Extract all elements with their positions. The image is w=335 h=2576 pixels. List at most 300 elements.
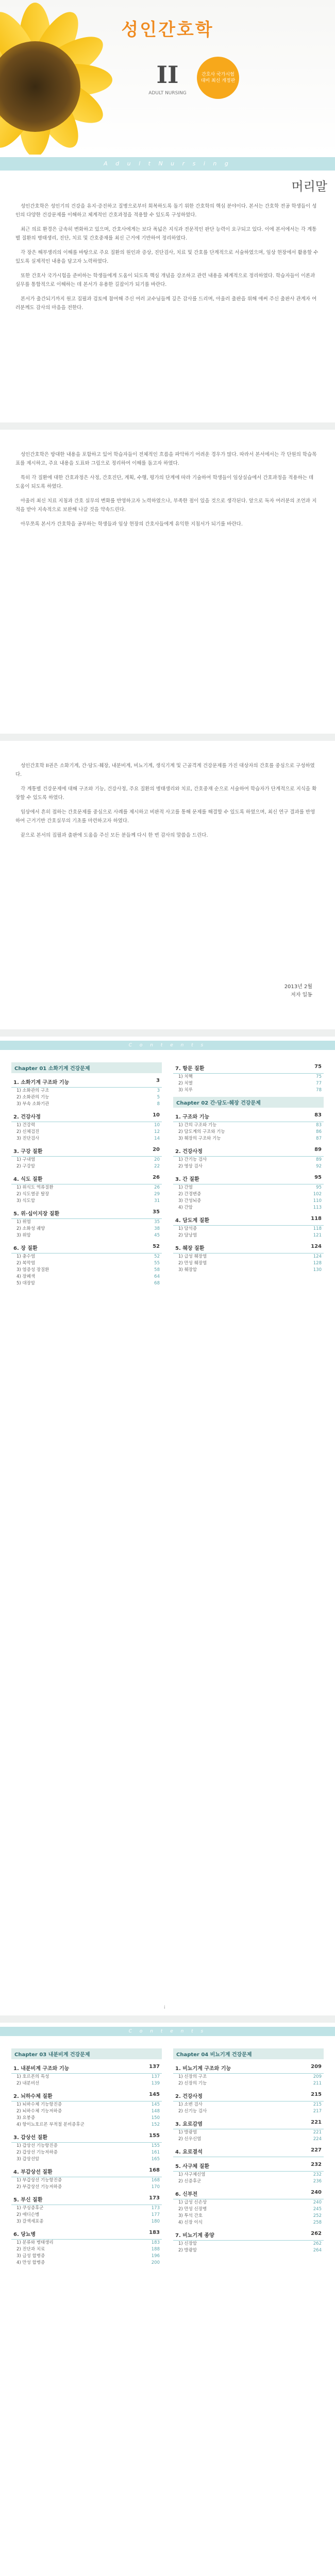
page-number: 217 <box>313 2109 322 2114</box>
entry-title: 2) 뇌하수체 기능저하증 <box>16 2109 62 2114</box>
chapter-entry <box>11 2062 162 2074</box>
entry-title: 1) 호르몬의 특성 <box>16 2074 49 2079</box>
section-entry <box>173 2241 324 2247</box>
section-entry <box>173 1074 324 1080</box>
entry-title: 1) 간의 구조와 기능 <box>178 1123 217 1128</box>
page-number: 12 <box>154 1129 160 1134</box>
section-entry <box>11 2205 162 2212</box>
entry-title: 6. 신부전 <box>175 2192 198 2197</box>
section-entry <box>11 1094 162 1101</box>
page-number: 10 <box>154 1123 160 1128</box>
entry-title: 3) 식도암 <box>16 1198 36 1204</box>
section-entry <box>11 1136 162 1142</box>
preface-text-2 <box>15 450 320 534</box>
entry-title: 2) 복막염 <box>16 1261 36 1266</box>
page-number: 215 <box>313 2102 322 2107</box>
entry-title: 4) 만성 합병증 <box>16 2260 45 2265</box>
page-number: 211 <box>313 2081 322 2086</box>
entry-title: 2) 신기능 검사 <box>178 2109 207 2114</box>
entry-title: 1) 부갑상선 기능항진증 <box>16 2178 62 2183</box>
entry-title: 3) 염증성 장질환 <box>16 1267 49 1273</box>
entry-title: 1) 급성 신손상 <box>178 2200 207 2205</box>
page-number: 137 <box>151 2074 160 2079</box>
page-number: 137 <box>149 2064 160 2070</box>
chapter-entry <box>173 1145 324 1157</box>
page-number: 215 <box>311 2092 322 2097</box>
chapter-entry <box>173 2160 324 2172</box>
title-band: A d u l t N u r s i n g <box>0 157 335 171</box>
section-entry <box>11 1253 162 1260</box>
entry-title: 5. 췌장 질환 <box>175 1246 205 1251</box>
entry-title: 1) 충수염 <box>16 1254 36 1259</box>
page-number: 52 <box>153 1244 160 1249</box>
page-number: 75 <box>316 1074 322 1079</box>
page-number: 52 <box>154 1254 160 1259</box>
entry-title: 3) 췌장의 구조와 기능 <box>178 1136 221 1141</box>
part-heading: Chapter 03 내분비계 건강문제 <box>11 2048 162 2059</box>
entry-title: 2) 애디슨병 <box>16 2212 40 2217</box>
signature-date: 2013년 2월 <box>284 984 312 990</box>
section-entry <box>11 1157 162 1163</box>
page-number: 224 <box>313 2137 322 2142</box>
page-number: 75 <box>314 1064 322 1070</box>
section-entry <box>11 1232 162 1239</box>
page-number: 245 <box>313 2207 322 2212</box>
entry-title: 2) 식도열공 탈장 <box>16 1192 49 1197</box>
page-number: 183 <box>149 2230 160 2235</box>
entry-title: 2) 담낭염 <box>178 1233 197 1238</box>
section-entry <box>173 1253 324 1260</box>
entry-title: 5. 위·십이지장 질환 <box>13 1211 60 1217</box>
chapter-entry <box>11 2228 162 2240</box>
chapter-entry <box>11 2166 162 2177</box>
part-heading: Chapter 01 소화기계 건강문제 <box>11 1062 162 1073</box>
entry-title: 3) 투석 간호 <box>178 2213 203 2218</box>
entry-title: 2) 신체검진 <box>16 1129 40 1134</box>
page-number: 8 <box>157 1101 160 1107</box>
preface-page-2 <box>0 430 335 734</box>
page-number: 139 <box>151 2081 160 2086</box>
chapter-entry <box>173 1062 324 1074</box>
page-number: 78 <box>316 1088 322 1093</box>
page-number: 258 <box>313 2220 322 2225</box>
entry-title: 4) 항이뇨호르몬 부적절 분비증후군 <box>16 2122 85 2127</box>
chapter-entry <box>11 1111 162 1122</box>
page-number: 14 <box>154 1136 160 1141</box>
section-entry <box>173 1184 324 1191</box>
page-number: 232 <box>311 2162 322 2167</box>
page-number: 232 <box>313 2172 322 2177</box>
chapter-entry <box>173 2188 324 2199</box>
chapter-entry <box>11 1173 162 1184</box>
page-number: 145 <box>151 2102 160 2107</box>
section-entry <box>173 1226 324 1232</box>
entry-title: 2) 부갑상선 기능저하증 <box>16 2184 62 2190</box>
cover-page <box>0 0 335 422</box>
entry-title: 3. 요로감염 <box>175 2122 203 2127</box>
page-number: 83 <box>316 1123 322 1128</box>
section-entry <box>11 2156 162 2163</box>
section-entry <box>11 2212 162 2218</box>
entry-title: 1. 구조와 기능 <box>175 1114 210 1120</box>
chapter-entry <box>11 1145 162 1157</box>
section-entry <box>11 2108 162 2115</box>
page-number: 92 <box>316 1164 322 1169</box>
entry-title: 1) 소변 검사 <box>178 2102 203 2107</box>
page-number: 10 <box>153 1112 160 1118</box>
section-entry <box>173 1232 324 1239</box>
section-entry <box>173 2247 324 2254</box>
page-number: 58 <box>154 1267 160 1273</box>
preface-text-3 <box>15 761 320 845</box>
paragraph: 성인간호학은 방대한 내용을 포함하고 있어 학습자들이 전체적인 흐름을 파악하기 어려운 경우가 많다. 따라서 본서에서는 각 단원의 학습목표를 제시하고, 주요 내용을 도표와 그림으로 정리하여 이해를 돕고자 하였다. <box>15 452 317 466</box>
page-number: 173 <box>151 2206 160 2211</box>
contents-column-right <box>173 2045 324 2254</box>
section-entry <box>11 1191 162 1198</box>
page-number: 110 <box>313 1198 322 1204</box>
section-entry <box>173 1198 324 1205</box>
paragraph: 임상에서 흔히 접하는 간호문제를 중심으로 사례를 제시하고 비판적 사고를 통해 문제를 해결할 수 있도록 하였으며, 최신 연구 결과를 반영하여 근거기반 간호실무의 기초를 마련하고자 하였다. <box>15 809 315 824</box>
section-entry <box>11 1226 162 1232</box>
entry-title: 1. 내분비계 구조와 기능 <box>13 2066 70 2072</box>
section-entry <box>173 2213 324 2219</box>
entry-title: 2. 건강사정 <box>13 1114 41 1120</box>
page-number: 165 <box>151 2157 160 2162</box>
entry-title: 1) 치핵 <box>178 1074 193 1079</box>
page-number: 155 <box>149 2133 160 2139</box>
section-entry <box>173 1163 324 1170</box>
section-entry <box>11 2177 162 2184</box>
page-number: 31 <box>154 1198 160 1204</box>
page-number: 102 <box>313 1192 322 1197</box>
entry-title: 7. 비뇨기계 종양 <box>175 2233 214 2239</box>
section-entry <box>11 2102 162 2108</box>
section-entry <box>11 1274 162 1280</box>
entry-title: 3) 갈색세포종 <box>16 2219 44 2224</box>
entry-title: 2) 갑상선 기능저하증 <box>16 2150 58 2155</box>
page-number: 236 <box>313 2179 322 2184</box>
page-number: 145 <box>149 2092 160 2097</box>
entry-title: 3) 요붕증 <box>16 2115 36 2121</box>
entry-title: 1) 담석증 <box>178 1226 197 1231</box>
section-entry <box>11 1267 162 1274</box>
section-entry <box>173 2080 324 2087</box>
section-entry <box>11 1163 162 1170</box>
page-number: 150 <box>151 2115 160 2121</box>
section-entry <box>173 1129 324 1136</box>
section-entry <box>173 2206 324 2213</box>
contents-column-right <box>173 1059 324 1274</box>
entry-title: 1) 사구체신염 <box>178 2172 206 2177</box>
entry-title: 3) 진단검사 <box>16 1136 40 1141</box>
entry-title: 5. 부신 질환 <box>13 2197 43 2203</box>
section-entry <box>11 2122 162 2128</box>
entry-title: 4. 부갑상선 질환 <box>13 2170 53 2175</box>
entry-title: 2) 소화성 궤양 <box>16 1226 45 1231</box>
entry-title: 4. 요로결석 <box>175 2149 203 2155</box>
entry-title: 1. 비뇨기계 구조와 기능 <box>175 2066 231 2072</box>
entry-title: 1) 간기능 검사 <box>178 1157 207 1162</box>
signature <box>284 983 312 999</box>
section-entry <box>11 2074 162 2080</box>
page-number: 20 <box>154 1157 160 1162</box>
page-number: 161 <box>151 2150 160 2155</box>
paragraph: 최근 의료 환경은 급속히 변화하고 있으며, 간호사에게는 보다 폭넓은 지식과 전문적인 판단 능력이 요구되고 있다. 이에 본서에서는 각 계통별 질환의 병태생리, 진단, 치료 및 간호중재를 최신 근거에 기반하여 정리하였다. <box>15 227 317 241</box>
section-entry <box>11 2240 162 2246</box>
page-number: 83 <box>314 1112 322 1118</box>
section-entry <box>11 2253 162 2260</box>
page-number: 128 <box>313 1261 322 1266</box>
page-number: 77 <box>316 1081 322 1086</box>
page-number: 148 <box>151 2109 160 2114</box>
entry-title: 3. 갑상선 질환 <box>13 2135 48 2141</box>
entry-title: 4) 장폐색 <box>16 1274 36 1279</box>
chapter-entry <box>11 2131 162 2143</box>
section-entry <box>11 2143 162 2149</box>
entry-title: 5) 대장암 <box>16 1281 36 1286</box>
section-entry <box>11 1219 162 1226</box>
page-number: 221 <box>311 2120 322 2125</box>
entry-title: 2) 만성 췌장염 <box>178 1261 207 1266</box>
page-number: 188 <box>151 2247 160 2252</box>
entry-title: 6. 장 질환 <box>13 1246 38 1251</box>
page-number: 3 <box>156 1078 160 1083</box>
page-number: 262 <box>313 2241 322 2246</box>
entry-title: 1) 뇌하수체 기능항진증 <box>16 2102 62 2107</box>
section-entry <box>11 2260 162 2266</box>
entry-title: 1) 위염 <box>16 1219 31 1225</box>
entry-title: 3) 치루 <box>178 1088 193 1093</box>
page-number: 26 <box>153 1175 160 1180</box>
entry-title: 2) 내분비선 <box>16 2081 40 2086</box>
entry-title: 3) 위암 <box>16 1233 31 1238</box>
entry-title: 1) 방광염 <box>178 2130 197 2135</box>
chapter-entry <box>173 1214 324 1226</box>
chapter-entry <box>11 1242 162 1253</box>
page-number: 38 <box>154 1226 160 1231</box>
entry-title: 2) 신장의 기능 <box>178 2081 207 2086</box>
section-entry <box>173 2172 324 2178</box>
paragraph: 각 장은 해부생리의 이해를 바탕으로 주요 질환의 원인과 증상, 진단검사, 치료 및 간호를 단계적으로 서술하였으며, 임상 현장에서 활용할 수 있도록 실제적인 내용을 담고자 노력하였다. <box>15 250 319 264</box>
entry-title: 3) 췌장암 <box>178 1267 197 1273</box>
page-footer-number: i <box>164 2005 165 2010</box>
section-entry <box>173 2074 324 2080</box>
page-number: 87 <box>316 1136 322 1141</box>
entry-title: 4. 담도계 질환 <box>175 1218 210 1224</box>
section-entry <box>173 2102 324 2108</box>
volume-number: II <box>156 61 179 89</box>
entry-title: 1) 갑상선 기능항진증 <box>16 2143 58 2148</box>
section-entry <box>173 2178 324 2185</box>
section-entry <box>11 2246 162 2253</box>
section-entry <box>11 1280 162 1287</box>
contents-header: C o n t e n t s <box>0 2027 335 2036</box>
page-separator <box>0 2015 335 2023</box>
page-number: 35 <box>154 1219 160 1225</box>
section-entry <box>173 2199 324 2206</box>
entry-title: 2) 만성 신장병 <box>178 2207 207 2212</box>
section-entry <box>11 1129 162 1136</box>
entry-title: 2) 신우신염 <box>178 2137 202 2142</box>
section-entry <box>11 2080 162 2087</box>
page-number: 118 <box>311 1216 322 1222</box>
page-number: 68 <box>154 1281 160 1286</box>
book-title: 성인간호학 <box>121 20 214 40</box>
chapter-entry <box>173 2090 324 2102</box>
entry-title: 2) 신증후군 <box>178 2179 202 2184</box>
page-number: 124 <box>311 1244 322 1249</box>
entry-title: 1) 간염 <box>178 1185 193 1190</box>
contents-page <box>0 1037 335 2015</box>
page-number: 130 <box>313 1267 322 1273</box>
paragraph: 아무쪼록 본서가 간호학을 공부하는 학생들과 임상 현장의 간호사들에게 유익한 지침서가 되기를 바란다. <box>21 521 243 527</box>
page-number: 86 <box>316 1129 322 1134</box>
chapter-entry <box>11 1076 162 1088</box>
preface-page-3 <box>0 741 335 1029</box>
part-heading: Chapter 04 비뇨기계 건강문제 <box>173 2048 324 2059</box>
paragraph: 특히 각 질환에 대한 간호과정은 사정, 간호진단, 계획, 수행, 평가의 단계에 따라 기술하여 학생들이 임상실습에서 간호과정을 적용하는 데 도움이 되도록 하였다. <box>15 475 314 489</box>
promo-bubble: 간호사 국가시험 대비 최신 개정판 <box>197 57 239 99</box>
entry-title: 5. 사구체 질환 <box>175 2164 210 2170</box>
page-number: 124 <box>313 1254 322 1259</box>
paragraph: 성인간호학은 성인기의 건강을 유지·증진하고 질병으로부터 회복하도록 돕기 위한 간호학의 핵심 분야이다. 본서는 간호학 전공 학생들이 성인의 다양한 건강문제를 이해하고 체계적인 간호과정을 적용할 수 있도록 구성하였다. <box>15 204 317 218</box>
entry-title: 1. 소화기계 구조와 기능 <box>13 1080 70 1086</box>
entry-title: 1) 위식도 역류질환 <box>16 1185 54 1190</box>
page-number: 20 <box>153 1147 160 1153</box>
entry-title: 1) 소화관의 구조 <box>16 1088 49 1093</box>
chapter-entry <box>11 2090 162 2102</box>
section-entry <box>173 1087 324 1094</box>
entry-title: 2) 구강암 <box>16 1164 36 1169</box>
entry-title: 1) 급성 췌장염 <box>178 1254 207 1259</box>
page-number: 118 <box>313 1226 322 1231</box>
page-number: 64 <box>154 1274 160 1279</box>
entry-title: 2. 뇌하수체 질환 <box>13 2094 53 2099</box>
entry-title: 3. 간 질환 <box>175 1177 199 1182</box>
entry-title: 3) 갑상선암 <box>16 2157 40 2162</box>
chapter-entry <box>173 2062 324 2074</box>
entry-title: 2. 건강사정 <box>175 1149 203 1155</box>
entry-title: 2. 건강사정 <box>175 2094 203 2099</box>
section-entry <box>173 2108 324 2115</box>
entry-title: 1) 분류와 병태생리 <box>16 2240 54 2245</box>
entry-title: 3) 부속 소화기관 <box>16 1101 49 1107</box>
section-entry <box>173 1080 324 1087</box>
section-entry <box>11 2115 162 2122</box>
entry-title: 1) 건강력 <box>16 1123 36 1128</box>
page-number: 113 <box>313 1205 322 1210</box>
paragraph: 본서가 출간되기까지 원고 집필과 검토에 참여해 주신 여러 교수님들께 깊은 감사를 드리며, 아울러 출판을 위해 애써 주신 출판사 관계자 여러분께도 감사의 마음을 전한다. <box>15 296 317 311</box>
chapter-entry <box>173 1242 324 1253</box>
entry-title: 2) 영상 검사 <box>178 1164 203 1169</box>
section-entry <box>11 1101 162 1108</box>
preface-text-1 <box>15 202 320 318</box>
entry-title: 1) 쿠싱증후군 <box>16 2206 44 2211</box>
page-number: 35 <box>153 1209 160 1215</box>
part-heading: Chapter 02 간·담도·췌장 건강문제 <box>173 1097 324 1108</box>
page-number: 209 <box>313 2074 322 2079</box>
chapter-entry <box>173 2118 324 2129</box>
section-entry <box>11 2149 162 2156</box>
section-entry <box>11 2184 162 2191</box>
page-number: 240 <box>311 2190 322 2195</box>
entry-title: 3) 간성뇌증 <box>178 1198 202 1204</box>
entry-title: 4. 식도 질환 <box>13 1177 43 1182</box>
page-number: 173 <box>149 2195 160 2201</box>
paragraph: 끝으로 본서의 집필과 출판에 도움을 주신 모든 분들께 다시 한 번 감사의 말씀을 드린다. <box>21 833 208 838</box>
preface-title: 머리말 <box>291 179 327 194</box>
page-number: 196 <box>151 2253 160 2259</box>
page-number: 168 <box>149 2167 160 2173</box>
paragraph: 각 계통별 건강문제에 대해 구조와 기능, 건강사정, 주요 질환의 병태생리와 치료, 간호중재 순으로 서술하여 학습자가 단계적으로 지식을 확장할 수 있도록 하였다. <box>15 786 317 801</box>
chapter-entry <box>173 1173 324 1184</box>
chapter-entry <box>173 2146 324 2157</box>
section-entry <box>173 1157 324 1163</box>
page-number: 168 <box>151 2178 160 2183</box>
entry-title: 2) 진단과 치료 <box>16 2247 45 2252</box>
page-number: 121 <box>313 1233 322 1238</box>
chapter-entry <box>173 1111 324 1122</box>
contents-page <box>0 2023 335 2576</box>
page-number: 55 <box>154 1261 160 1266</box>
chapter-entry <box>11 2194 162 2205</box>
page-number: 221 <box>313 2130 322 2135</box>
volume-subtitle: ADULT NURSING <box>148 91 187 96</box>
section-entry <box>173 1267 324 1274</box>
entry-title: 1) 신장암 <box>178 2241 197 2246</box>
page-number: 177 <box>151 2212 160 2217</box>
contents-header: C o n t e n t s <box>0 1041 335 1050</box>
entry-title: 2) 소화관의 기능 <box>16 1095 49 1100</box>
entry-title: 2) 치열 <box>178 1081 193 1086</box>
contents-column-left <box>11 2045 162 2266</box>
chapter-entry <box>11 1208 162 1219</box>
section-entry <box>173 1205 324 1211</box>
paragraph: 또한 간호사 국가시험을 준비하는 학생들에게 도움이 되도록 핵심 개념을 강조하고 관련 내용을 체계적으로 정리하였다. 학습자들이 이론과 실무를 통합적으로 이해하는 데 본서가 유용한 길잡이가 되기를 바란다. <box>15 273 315 287</box>
entry-title: 6. 당뇨병 <box>13 2232 36 2238</box>
page-number: 89 <box>314 1147 322 1153</box>
section-entry <box>173 1122 324 1129</box>
entry-title: 2) 담도계의 구조와 기능 <box>178 1129 225 1134</box>
section-entry <box>173 2219 324 2226</box>
page-number: 227 <box>311 2147 322 2153</box>
section-entry <box>173 1136 324 1142</box>
page-number: 252 <box>313 2213 322 2218</box>
page-number: 170 <box>151 2184 160 2190</box>
page-number: 155 <box>151 2143 160 2148</box>
entry-title: 1) 신장의 구조 <box>178 2074 207 2079</box>
page-number: 200 <box>151 2260 160 2265</box>
section-entry <box>11 1260 162 1267</box>
page-number: 95 <box>314 1175 322 1180</box>
entry-title: 1) 구내염 <box>16 1157 36 1162</box>
page-number: 5 <box>157 1095 160 1100</box>
section-entry <box>173 2129 324 2136</box>
page-number: 22 <box>154 1164 160 1169</box>
page-number: 45 <box>154 1233 160 1238</box>
section-entry <box>173 2136 324 2143</box>
entry-title: 4) 신장 이식 <box>178 2220 203 2225</box>
entry-title: 2) 간경변증 <box>178 1192 202 1197</box>
contents-column-left <box>11 1059 162 1287</box>
page-number: 209 <box>311 2064 322 2070</box>
entry-title: 4) 간암 <box>178 1205 193 1210</box>
page-number: 262 <box>311 2231 322 2236</box>
section-entry <box>11 1088 162 1094</box>
paragraph: 성인간호학 II권은 소화기계, 간·담도·췌장, 내분비계, 비뇨기계, 생식기계 및 근골격계 건강문제를 가진 대상자의 간호를 중심으로 구성하였다. <box>15 763 315 777</box>
section-entry <box>11 1122 162 1129</box>
page-number: 180 <box>151 2219 160 2224</box>
